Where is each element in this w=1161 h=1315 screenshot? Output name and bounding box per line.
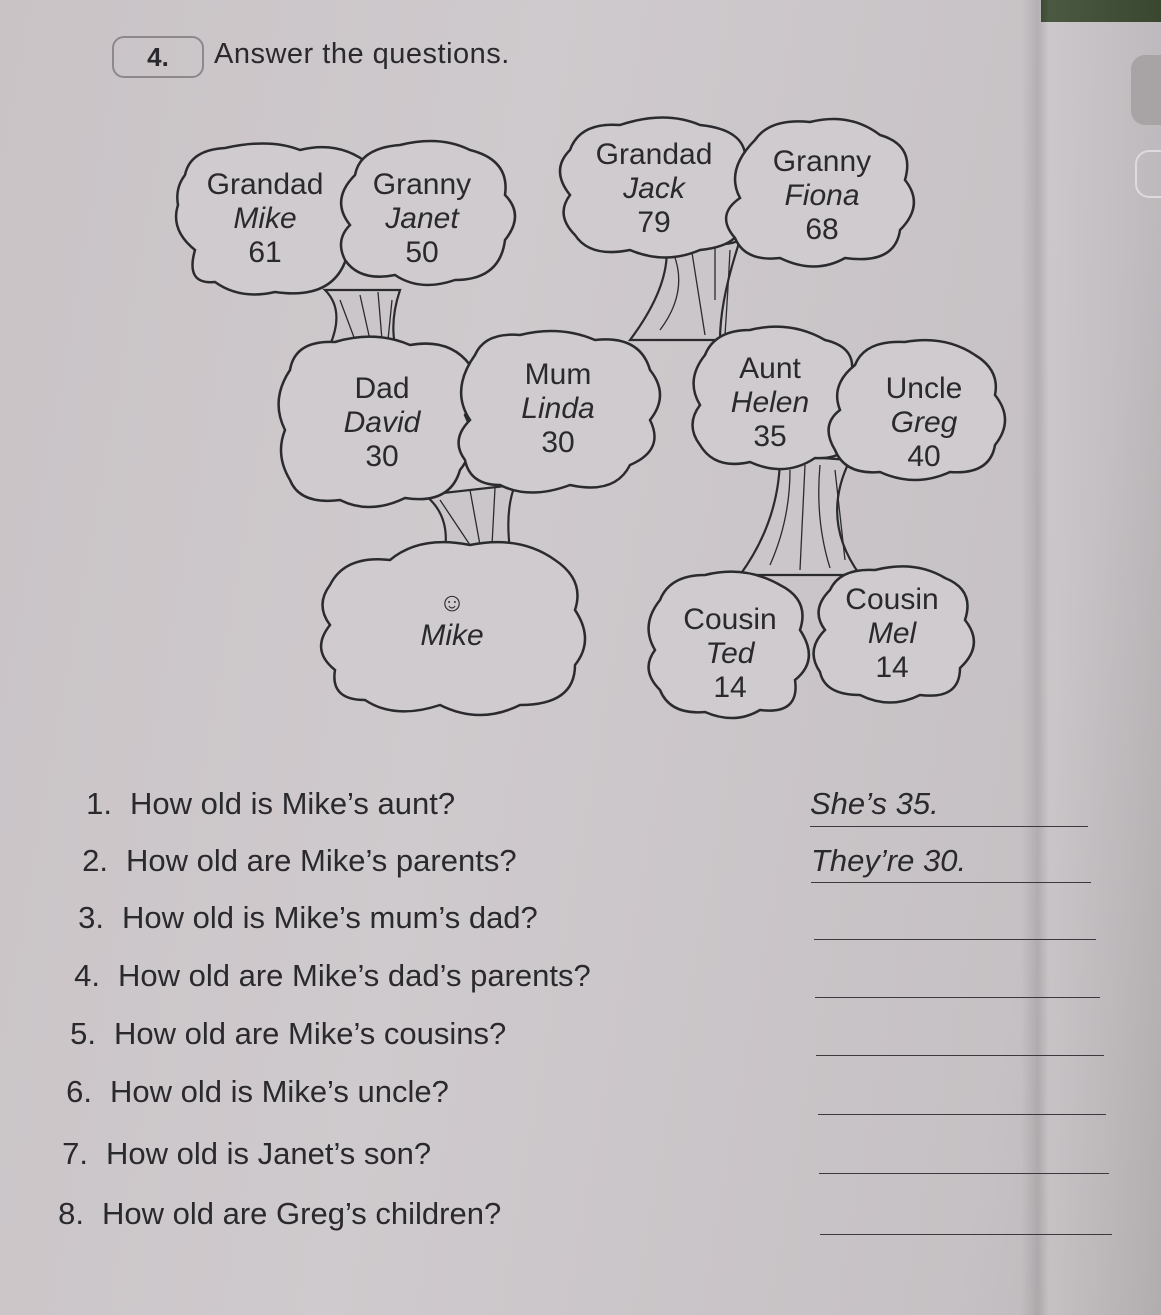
name: Mel [867, 617, 917, 650]
answer-line-7[interactable] [819, 1173, 1109, 1174]
answer-line-2[interactable] [811, 882, 1091, 883]
label-grandad-jack [574, 138, 734, 240]
answer-1: She’s 35. [810, 786, 939, 821]
age: 40 [907, 440, 941, 473]
label-cousin-ted [650, 603, 810, 705]
question-number: 1. [86, 786, 112, 821]
question-3 [64, 900, 538, 936]
role: Cousin [845, 583, 939, 616]
question-2 [68, 843, 517, 879]
label-cousin-mel [812, 583, 972, 685]
question-number: 5. [70, 1016, 96, 1051]
role: Uncle [885, 372, 963, 405]
answer-line-4[interactable] [815, 997, 1100, 998]
label-uncle-greg [844, 372, 1004, 474]
question-text: How old are Mike’s cousins? [114, 1016, 507, 1051]
age: 14 [713, 671, 747, 704]
name: Greg [890, 406, 958, 439]
age: 68 [805, 213, 839, 246]
question-number: 8. [58, 1196, 84, 1231]
question-number: 3. [78, 900, 104, 935]
question-text: How old are Mike’s parents? [126, 843, 517, 878]
question-7 [48, 1136, 431, 1172]
name: Fiona [784, 179, 860, 212]
question-number: 4. [74, 958, 100, 993]
role: Aunt [739, 352, 801, 385]
question-6 [52, 1074, 449, 1110]
role: Grandad [206, 168, 324, 201]
question-5 [56, 1016, 506, 1052]
question-text: How old is Mike’s mum’s dad? [122, 900, 538, 935]
question-text: How old are Greg’s children? [102, 1196, 502, 1231]
role: Dad [354, 372, 410, 405]
question-1 [72, 786, 455, 822]
question-text: How old are Mike’s dad’s parents? [118, 958, 591, 993]
age: 30 [365, 440, 399, 473]
label-grandad-mike [185, 168, 345, 270]
role: Grandad [595, 138, 713, 171]
question-text: How old is Mike’s uncle? [110, 1074, 449, 1109]
question-4 [60, 958, 591, 994]
name: Helen [730, 386, 810, 419]
label-dad-david [302, 372, 462, 474]
answer-line-8[interactable] [820, 1234, 1112, 1235]
age: 35 [753, 420, 787, 453]
label-aunt-helen [690, 352, 850, 454]
question-8 [44, 1196, 501, 1232]
age: 61 [248, 236, 282, 269]
name: Jack [623, 172, 685, 205]
question-number: 7. [62, 1136, 88, 1171]
name: Mike [420, 619, 484, 652]
role: Granny [372, 168, 472, 201]
question-number: 6. [66, 1074, 92, 1109]
role: Granny [772, 145, 872, 178]
label-mum-linda [478, 358, 638, 460]
label-granny-fiona [742, 145, 902, 247]
role: Cousin [683, 603, 777, 636]
age: 30 [541, 426, 575, 459]
name: Mike [233, 202, 297, 235]
answer-line-6[interactable] [818, 1114, 1106, 1115]
answer-2: They’re 30. [811, 843, 967, 878]
age: 50 [405, 236, 439, 269]
smiley-icon: ☺ [438, 587, 466, 617]
question-text: How old is Janet’s son? [106, 1136, 432, 1171]
name: David [343, 406, 421, 439]
answer-line-1[interactable] [810, 826, 1088, 827]
question-number: 2. [82, 843, 108, 878]
label-granny-janet [342, 168, 502, 270]
role: Mum [524, 358, 592, 391]
answer-line-3[interactable] [814, 939, 1096, 940]
age: 79 [637, 206, 671, 239]
answer-line-5[interactable] [816, 1055, 1104, 1056]
exercise-title: Answer the questions. [214, 38, 510, 70]
exercise-number: 4. [112, 36, 204, 78]
question-text: How old is Mike’s aunt? [130, 786, 456, 821]
label-mike [372, 585, 532, 653]
age: 14 [875, 651, 909, 684]
name: Janet [385, 202, 459, 235]
name: Ted [705, 637, 755, 670]
name: Linda [521, 392, 595, 425]
